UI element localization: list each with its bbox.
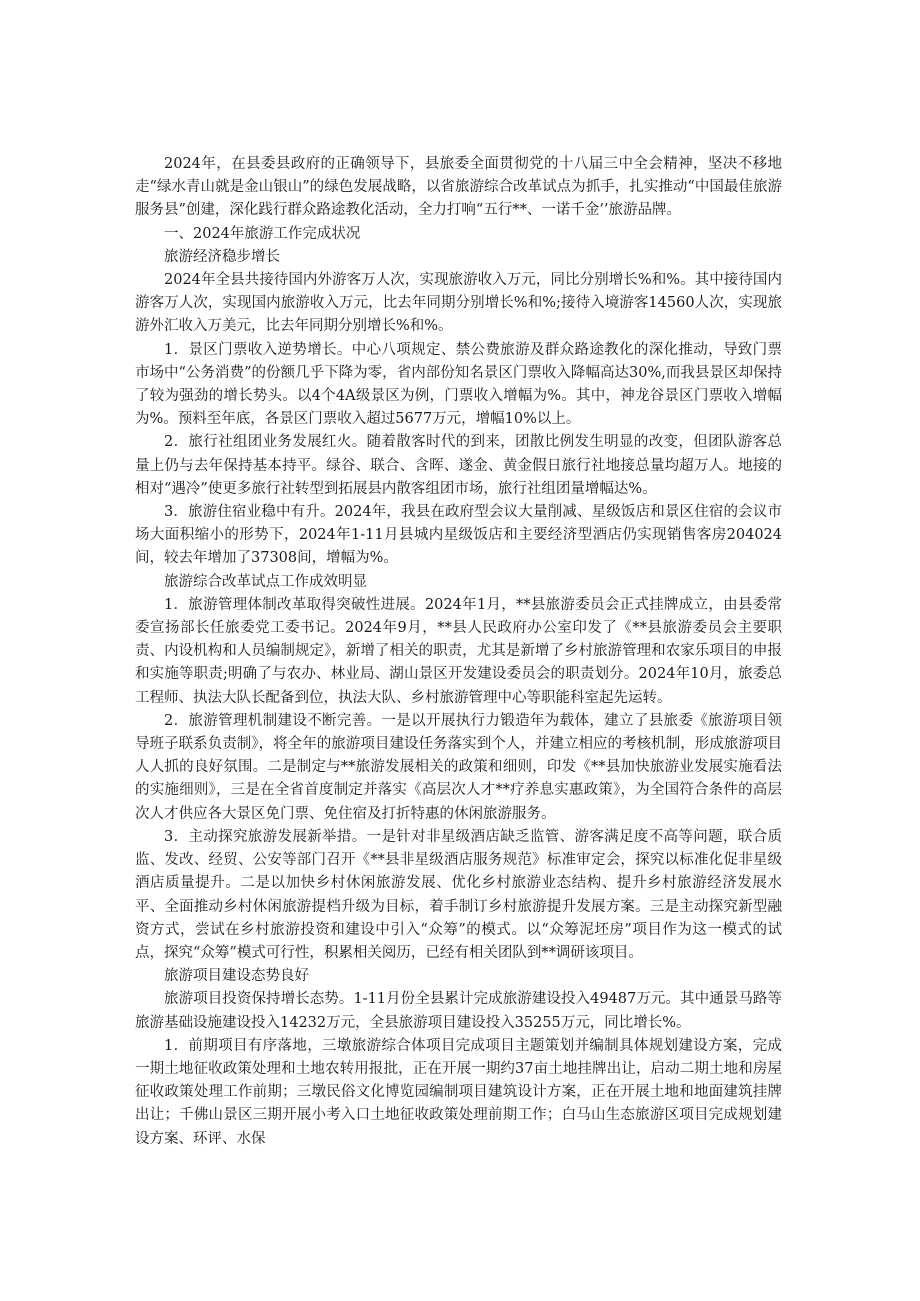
body-paragraph: 1．前期项目有序落地，三墩旅游综合体项目完成项目主题策划并编制具体规划建设方案，完成一期土地征收政策处理和土地农转用报批，正在开展一期约37亩土地挂牌出让，启动二期土地和房屋征收政策处理工作前期；三墩民俗文化博览园编制项目建筑设计方案，正在开展土地和地面建筑挂牌出让；千佛山景区三期开展小考入口土地征收政策处理前期工作；白马山生态旅游区项目完成规划建设方案、环评、水保 xyxy=(135,1037,782,1147)
subsection-heading: 旅游综合改革试点工作成效明显 xyxy=(164,573,367,590)
body-paragraph: 3．旅游住宿业稳中有升。2024年，我县在政府型会议大量削减、星级饭店和景区住宿的会议市场大面积缩小的形势下，2024年1-11月县城内星级饭店和主要经济型酒店仍实现销售客房204024间，较去年增加了37308间，增幅为%。 xyxy=(135,504,782,567)
body-paragraph: 1．旅游管理体制改革取得突破性进展。2024年1月，**县旅游委员会正式挂牌成立，由县委常委宣扬部长任旅委党工委书记。2024年9月，**县人民政府办公室印发了《**县旅游委员会主要职责、内设机构和人员编制规定》，新增了相关的职责，尤其是新增了乡村旅游管理和农家乐项目的申报和实施等职责;明确了与农办、林业局、湖山景区开发建设委员会的职责划分。2024年10月，旅委总工程师、执法大队长配备到位，执法大队、乡村旅游管理中心等职能科室起先运转。 xyxy=(135,596,782,706)
subsection-heading: 旅游经济稳步增长 xyxy=(164,248,280,265)
body-paragraph: 2．旅游管理机制建设不断完善。一是以开展执行力锻造年为载体，建立了县旅委《旅游项目领导班子联系负责制》，将全年的旅游项目建设任务落实到个人，并建立相应的考核机制，形成旅游项目人人抓的良好氛围。二是制定与**旅游发展相关的政策和细则，印发《**县加快旅游业发展实施看法的实施细则》，三是在全省首度制定并落实《高层次人才**疗养息实惠政策》，为全国符合条件的高层次人才供应各大景区免门票、免住宿及打折特惠的休闲旅游服务。 xyxy=(135,712,782,822)
body-paragraph: 2024年全县共接待国内外游客万人次，实现旅游收入万元，同比分别增长%和%。其中接待国内游客万人次，实现国内旅游收入万元，比去年同期分别增长%和%;接待入境游客14560人次，实现旅游外汇收入万美元，比去年同期分别增长%和%。 xyxy=(135,272,782,335)
subsection-heading: 旅游项目建设态势良好 xyxy=(164,968,309,985)
body-paragraph: 2．旅行社组团业务发展红火。随着散客时代的到来，团散比例发生明显的改变，但团队游客总量上仍与去年保持基本持平。绿谷、联合、含晖、遂金、黄金假日旅行社地接总量均超万人。地接的相对“遇冷”使更多旅行社转型到拓展县内散客组团市场，旅行社组团量增幅达%。 xyxy=(135,434,782,497)
section-heading: 一、2024年旅游工作完成状况 xyxy=(164,225,361,242)
document-body xyxy=(135,153,782,1151)
body-paragraph: 3．主动探究旅游发展新举措。一是针对非星级酒店缺乏监管、游客满足度不高等问题，联合质监、发改、经贸、公安等部门召开《**县非星级酒店服务规范》标准审定会，探究以标准化促非星级酒店质量提升。二是以加快乡村休闲旅游发展、优化乡村旅游业态结构、提升乡村旅游经济发展水平、全面推动乡村休闲旅游提档升级为目标，着手制订乡村旅游提升发展方案。三是主动探究新型融资方式，尝试在乡村旅游投资和建设中引入“众筹”的模式。以“众筹泥坯房”项目作为这一模式的试点，探究“众筹”模式可行性，积累相关阅历，已经有相关团队到**调研该项目。 xyxy=(135,828,782,961)
intro-paragraph: 2024年，在县委县政府的正确领导下，县旅委全面贯彻党的十八届三中全会精神，坚决不移地走“绿水青山就是金山银山”的绿色发展战略，以省旅游综合改革试点为抓手，扎实推动“中国最佳旅游服务县”创建，深化践行群众路途教化活动，全力打响“五行**、一诺千金’’旅游品牌。 xyxy=(135,156,782,219)
body-paragraph: 1．景区门票收入逆势增长。中心八项规定、禁公费旅游及群众路途教化的深化推动，导致门票市场中“公务消费”的份额几乎下降为零，省内部份知名景区门票收入降幅高达30%,而我县景区却保持了较为强劲的增长势头。以4个4A级景区为例，门票收入增幅为%。其中，神龙谷景区门票收入增幅为%。预料至年底，各景区门票收入超过5677万元，增幅10%以上。 xyxy=(135,341,782,428)
body-paragraph: 旅游项目投资保持增长态势。1-11月份全县累计完成旅游建设投入49487万元。其中通景马路等旅游基础设施建设投入14232万元，全县旅游项目建设投入35255万元，同比增长%。 xyxy=(135,991,782,1031)
